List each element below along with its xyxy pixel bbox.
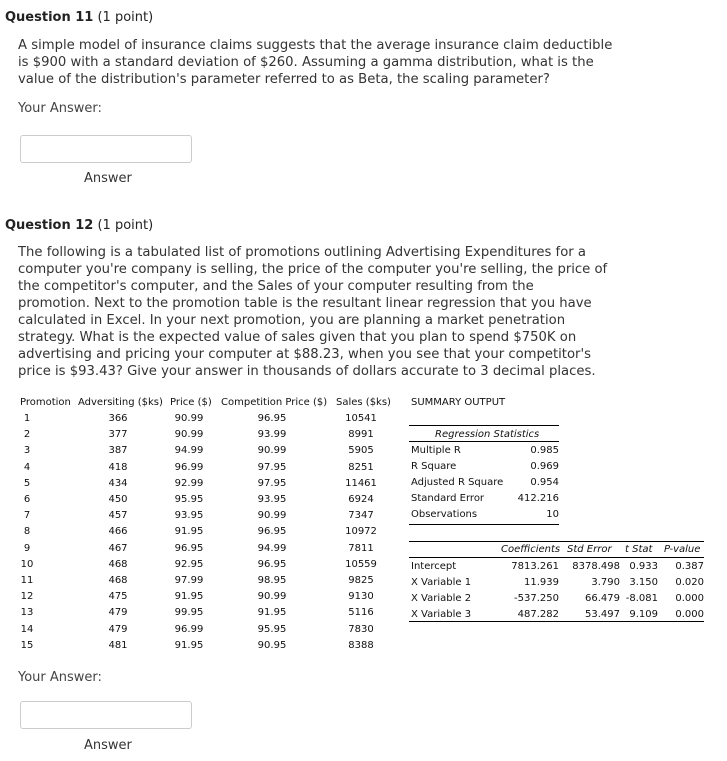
regression-stat-label: Observations: [411, 509, 478, 520]
promo-cell: 10559: [345, 558, 377, 570]
promo-cell: 1: [23, 413, 31, 424]
promo-cell: 3: [23, 445, 31, 457]
promo-cell: 2: [23, 429, 31, 441]
promo-cell: 95.95: [257, 623, 287, 635]
divider: [409, 557, 704, 558]
divider: [409, 425, 559, 426]
regression-stat-label: Multiple R: [411, 445, 461, 456]
promo-cell: 10: [20, 558, 34, 570]
promo-cell: 7811: [348, 542, 374, 554]
question-12-points: (1 point): [97, 218, 154, 233]
coef-value: 0.000: [675, 593, 704, 604]
promo-cell: 97.95: [257, 461, 287, 473]
promo-cell: 11: [20, 575, 34, 586]
coef-value: 53.497: [585, 609, 620, 620]
regression-stat-label: R Square: [411, 461, 457, 472]
question-11-your-answer-label: Your Answer:: [18, 101, 102, 116]
regression-stat-label: Standard Error: [411, 493, 485, 504]
promo-cell: 481: [108, 639, 128, 651]
question-11-answer-caption: Answer: [84, 171, 132, 186]
promo-cell: 90.99: [257, 591, 287, 603]
summary-title: SUMMARY OUTPUT: [411, 397, 506, 408]
promo-cell: 10972: [345, 526, 377, 538]
coef-row-label: X Variable 3: [411, 609, 472, 620]
promo-cell: 94.99: [257, 542, 287, 554]
divider: [409, 541, 704, 542]
promo-cell: 7: [23, 510, 31, 522]
promo-cell: 96.95: [257, 558, 287, 570]
question-12-answer-input[interactable]: [20, 701, 192, 729]
promo-cell: 6: [23, 494, 31, 505]
coef-value: 7813.261: [511, 561, 559, 572]
promo-cell: 11461: [345, 477, 377, 489]
question-12-answer-caption: Answer: [84, 738, 132, 753]
question-11-title: Question 11: [5, 10, 94, 25]
promo-cell: 92.99: [174, 477, 204, 489]
question-11-body: A simple model of insurance claims suggests that the average insurance claim deductible is $900 with a standard deviation of $260. Assuming a gamma distribution, what is the value of the distribution's parameter referred to as Beta, the scaling parameter?: [18, 38, 613, 87]
promo-cell: 10541: [345, 413, 377, 424]
coef-row-label: X Variable 1: [411, 577, 472, 588]
coef-value: 0.020: [675, 577, 704, 588]
promo-cell: 468: [108, 575, 128, 586]
regression-stat-value: 412.216: [517, 493, 559, 504]
promo-cell: 5: [23, 477, 31, 489]
divider: [409, 441, 559, 442]
promo-cell: 90.95: [257, 639, 287, 651]
col-header-price: Price ($): [170, 397, 212, 408]
promo-cell: 8251: [348, 461, 374, 473]
promo-cell: 4: [23, 461, 31, 473]
coef-header-t-stat: t Stat: [625, 544, 653, 555]
divider: [409, 524, 559, 525]
promo-cell: 96.95: [257, 526, 287, 538]
coef-value: 0.000: [675, 609, 704, 620]
promo-cell: 418: [108, 461, 128, 473]
coef-header-p-value: P-value: [664, 544, 701, 555]
question-12-your-answer-label: Your Answer:: [18, 670, 102, 685]
promo-cell: 97.95: [257, 477, 287, 489]
promo-cell: 98.95: [257, 575, 287, 586]
coef-value: 3.150: [629, 577, 658, 588]
promo-cell: 90.99: [174, 413, 204, 424]
promo-cell: 91.95: [174, 639, 204, 651]
promo-cell: 479: [108, 607, 128, 619]
coef-row-label: X Variable 2: [411, 593, 472, 604]
promo-cell: 7830: [348, 623, 374, 635]
col-header-advertising: Adversiting ($ks): [78, 397, 163, 408]
divider: [409, 621, 704, 622]
col-header-competition-price: Competition Price ($): [221, 397, 328, 408]
regression-stat-value: 0.985: [530, 445, 559, 456]
promo-cell: 9: [23, 542, 31, 554]
promo-cell: 13: [20, 607, 34, 619]
promo-cell: 434: [108, 477, 128, 489]
coef-value: 487.282: [517, 609, 559, 620]
promo-cell: 14: [20, 623, 34, 635]
col-header-promotion: Promotion: [20, 397, 71, 408]
promo-cell: 99.95: [174, 607, 204, 619]
promo-cell: 91.95: [174, 591, 204, 603]
coef-row-label: Intercept: [411, 561, 457, 572]
coef-value: 8378.498: [572, 561, 620, 572]
coef-value: 11.939: [524, 577, 559, 588]
promo-cell: 8991: [348, 429, 374, 441]
promo-cell: 93.99: [257, 429, 287, 441]
promo-cell: 468: [108, 558, 128, 570]
promo-cell: 8: [23, 526, 31, 538]
promo-cell: 93.95: [257, 494, 287, 505]
promo-cell: 450: [108, 494, 128, 505]
promo-cell: 479: [108, 623, 128, 635]
promo-cell: 96.99: [174, 461, 204, 473]
promo-cell: 92.95: [174, 558, 204, 570]
promo-cell: 5905: [348, 445, 374, 457]
promo-cell: 7347: [348, 510, 374, 522]
coef-value: 3.790: [591, 577, 620, 588]
promo-cell: 12: [20, 591, 34, 603]
promo-cell: 91.95: [174, 526, 204, 538]
coef-value: 66.479: [585, 593, 620, 604]
promo-cell: 90.99: [257, 510, 287, 522]
promo-cell: 387: [108, 445, 128, 457]
regression-statistics-title: Regression Statistics: [435, 429, 540, 440]
promo-cell: 9130: [348, 591, 374, 603]
regression-stat-value: 0.969: [530, 461, 559, 472]
promo-cell: 95.95: [174, 494, 204, 505]
promo-cell: 366: [108, 413, 128, 424]
regression-stat-value: 10: [546, 509, 559, 520]
coef-header-coefficients: Coefficients: [501, 544, 561, 555]
promo-cell: 91.95: [257, 607, 287, 619]
promo-cell: 93.95: [174, 510, 204, 522]
col-header-sales: Sales ($ks): [336, 397, 391, 408]
promo-cell: 94.99: [174, 445, 204, 457]
coef-value: 0.387: [675, 561, 704, 572]
coef-value: -537.250: [514, 593, 559, 604]
promo-cell: 96.95: [174, 542, 204, 554]
coef-header-std-error: Std Error: [567, 544, 612, 555]
question-12-body: The following is a tabulated list of promotions outlining Advertising Expenditures for a computer you're company is selling, the price of the computer you're selling, the price of the competitor's computer, and the Sales of your computer resulting from the promotion. Next to the promotion table is the resultant linear regression that you have calculated in Excel. In your next promotion, you are planning a market penetration strategy. What is the expected value of sales given that you plan to spend $750K on advertising and pricing your computer at $88.23, when you see that your competitor's price is $93.43? Give your answer in thousands of dollars accurate to 3 decimal places.: [18, 245, 608, 379]
promo-cell: 6924: [348, 494, 374, 505]
promo-cell: 96.95: [257, 413, 287, 424]
coef-value: 9.109: [629, 609, 658, 620]
promo-cell: 8388: [348, 639, 374, 651]
question-12-title: Question 12: [5, 218, 94, 233]
promo-cell: 377: [108, 429, 128, 441]
promo-cell: 457: [108, 510, 128, 522]
promo-cell: 90.99: [257, 445, 287, 457]
promo-cell: 467: [108, 542, 128, 554]
promo-cell: 475: [108, 591, 128, 603]
promo-cell: 97.99: [174, 575, 204, 586]
promo-cell: 5116: [348, 607, 374, 619]
coef-value: -8.081: [625, 593, 658, 604]
promo-cell: 90.99: [174, 429, 204, 441]
regression-stat-label: Adjusted R Square: [411, 477, 504, 488]
promo-cell: 9825: [348, 575, 374, 586]
promo-cell: 15: [20, 639, 34, 651]
coef-value: 0.933: [629, 561, 658, 572]
question-11-points: (1 point): [97, 10, 154, 25]
promo-cell: 466: [108, 526, 128, 538]
promo-cell: 96.99: [174, 623, 204, 635]
regression-stat-value: 0.954: [530, 477, 559, 488]
